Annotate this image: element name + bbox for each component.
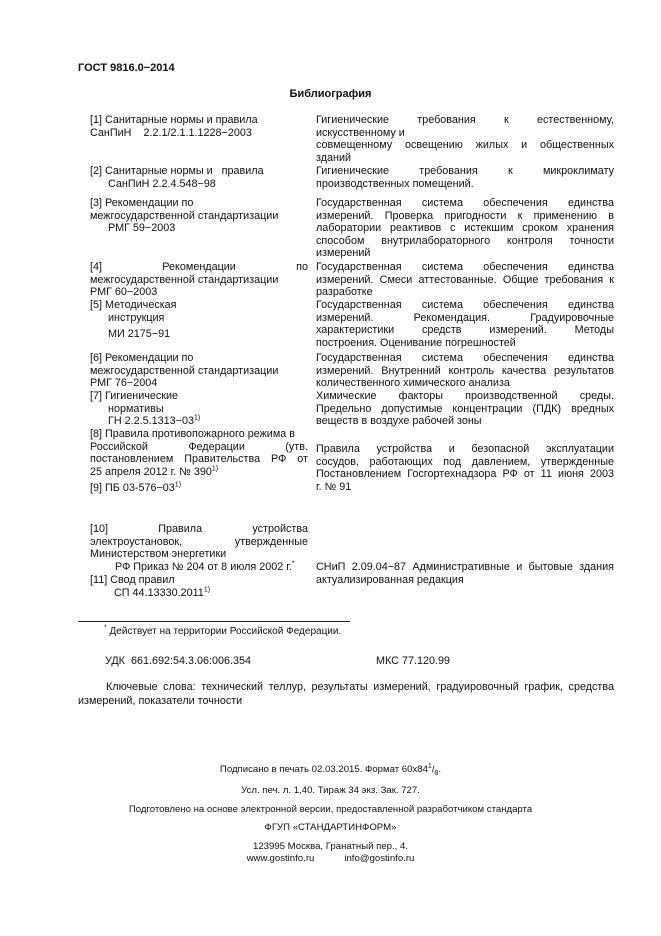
footnote-mark: * [104, 624, 107, 632]
entry-source: РМГ 59−2003 [108, 222, 176, 235]
footnote-ref: 1) [203, 586, 211, 593]
entry-source: ГН 2.2.5.1313−03 [108, 415, 194, 428]
entry-source: РМГ 76−2004 [90, 377, 158, 390]
imprint-address: 123995 Москва, Гранатный пер., 4. [253, 841, 408, 852]
entry-description: Государственная система обеспечения единства [316, 197, 614, 209]
imprint-signed: Подписано в печать 02.03.2015. Формат $60x84^1/_8$. [219, 762, 442, 777]
entry-description: Государственная система обеспечения единства [316, 352, 614, 364]
keywords: Ключевые слова: технический теллур, результаты измерений, градуировочный график, средства измерений, показатели точности [78, 681, 614, 707]
entry-source: [2] Санитарные нормы и правила [90, 165, 264, 177]
entry-description: сосудов, работающих под давлением, утвержденные [316, 455, 614, 468]
entry-description: построения. Оценивание погрешностей [316, 336, 516, 349]
bibliography-table [90, 114, 614, 602]
entry-description: измерений. Внутренний контроль качества результатов [316, 364, 614, 377]
entry-source: электроустановок, утвержденные [90, 535, 308, 548]
entry-source: [6] Рекомендации по [90, 352, 194, 364]
imprint-print: Усл. печ. л. 1,40. Тираж 34 экз. Зак. 727. [241, 785, 420, 796]
entry-description: Постановлением Госгортехнадзора РФ от 11 июня 2003 [316, 468, 614, 481]
entry-description: характеристики средств измерений. Методы [316, 324, 614, 337]
email-link[interactable]: info@gostinfo.ru [344, 853, 415, 864]
format-denominator: 8 [434, 769, 439, 777]
entry-description: Гигиенические требования к естественному, [316, 114, 614, 126]
entry-source: Министерством энергетики [90, 548, 227, 561]
bibliography-entry [90, 114, 614, 165]
entry-source: СанПиН 2.2.4.548−98 [108, 177, 216, 190]
entry-source: СП 44.13330.2011 [114, 586, 204, 599]
entry-source: [10] Правила устройства [90, 523, 308, 535]
document-id: ГОСТ 9816.0−2014 [78, 62, 175, 74]
entry-source: инструкция [108, 311, 165, 324]
footnote-text: Действует на территории Российской Федерации. [106, 626, 342, 637]
entry-source: Российской Федерации (утв. [90, 440, 308, 453]
mks-code: МКС 77.120.99 [376, 655, 450, 667]
imprint-publisher: ФГУП «СТАНДАРТИНФОРМ» [264, 822, 397, 833]
entry-source: [9] ПБ 03-576−03 [90, 482, 175, 494]
entry-source: [7] Гигиенические [90, 390, 179, 402]
entry-description: лаборатории реактивов с истекшим сроком хранения [316, 222, 614, 235]
entry-source: РФ Приказ № 204 от 8 июля 2002 г. [115, 560, 292, 573]
entry-description: Предельно допустимые концентрации (ПДК) вредных [316, 402, 614, 415]
website-link[interactable]: www.gostinfo.ru [246, 853, 315, 864]
entry-description: количественного химического анализа [316, 377, 510, 390]
entry-source: межгосударственной стандартизации [90, 273, 279, 286]
entry-description: Гигиенические требования к микроклимату [316, 165, 614, 177]
entry-description: Правила устройства и безопасной эксплуатации [316, 443, 614, 455]
bibliography-entry [90, 478, 614, 523]
entry-source: [8] Правила противопожарного режима в [90, 428, 295, 440]
bibliography-entry [90, 261, 614, 299]
footnote-ref: 1) [174, 481, 182, 489]
footnote-ref: 1) [194, 414, 201, 422]
entry-description: СНиП 2.09.04−87 Административные и бытовые здания [316, 561, 614, 573]
bibliography-entry [90, 574, 614, 602]
footnote [104, 626, 341, 637]
entry-description: актуализированная редакция [316, 573, 464, 586]
format-numerator: 1 [427, 762, 432, 770]
entry-source: РМГ 60−2003 [90, 286, 158, 299]
entry-description: веществ в воздухе рабочей зоны [316, 415, 482, 428]
entry-description: способом внутрилабораторного контроля точности [316, 234, 614, 247]
entry-source: постановлением Правительства РФ от [90, 453, 308, 466]
entry-description: производственных помещений. [316, 177, 474, 190]
bibliography-entry [90, 352, 614, 390]
bibliography-entry [90, 390, 614, 428]
udk-code: УДК 661.692:54.3.06:006.354 [105, 655, 252, 667]
entry-source: СанПиН 2.2.1/2.1.1.1228−2003 [90, 126, 252, 139]
entry-description: измерений. Рекомендация. Градуировочные [316, 311, 614, 324]
bibliography-entry [90, 197, 614, 261]
entry-description: измерений. Проверка пригодности к применению в [316, 209, 614, 222]
bibliography-entry [90, 165, 614, 197]
entry-description: совмещенному освещению жилых и общественных [316, 139, 614, 152]
entry-description: разработке [316, 286, 373, 299]
entry-description: зданий [316, 151, 352, 164]
imprint-prepared: Подготовлено на основе электронной версии, предоставленной разработчиком стандарта [128, 804, 533, 815]
entry-source: [11] Свод правил [90, 574, 175, 586]
bibliography-entry [90, 299, 614, 352]
imprint-signed-end: . [438, 764, 442, 775]
entry-source: [5] Методическая [90, 299, 177, 311]
entry-description: измерений. Смеси аттестованные. Общие требования к [316, 273, 614, 286]
imprint-contacts [0, 853, 661, 864]
imprint-signed-text: Подписано в печать 02.03.2015. Формат 60x84 [219, 764, 428, 775]
footnote-ref: * [291, 560, 295, 568]
entry-source: 25 апреля 2012 г. № 390 [90, 465, 212, 478]
entry-source: МИ 2175−91 [108, 328, 171, 341]
entry-description: г. № 91 [316, 480, 352, 493]
entry-description: измерений [316, 247, 371, 260]
entry-source: межгосударственной стандартизации [90, 364, 279, 377]
entry-source: [3] Рекомендации по [90, 197, 194, 209]
footnote-divider [78, 621, 350, 622]
entry-source: нормативы [108, 402, 164, 415]
footnote-ref: 1) [211, 465, 219, 473]
entry-description: Государственная система обеспечения единства [316, 299, 614, 311]
entry-description: искусственному и [316, 126, 405, 139]
entry-source: [4] Рекомендации по [90, 261, 308, 273]
entry-source: межгосударственной стандартизации [90, 209, 279, 222]
entry-source: [1] Санитарные нормы и правила [90, 114, 258, 126]
page-title: Библиография [289, 88, 372, 100]
entry-description: Химические факторы производственной среды. [316, 390, 614, 402]
entry-description: Государственная система обеспечения единства [316, 261, 614, 273]
